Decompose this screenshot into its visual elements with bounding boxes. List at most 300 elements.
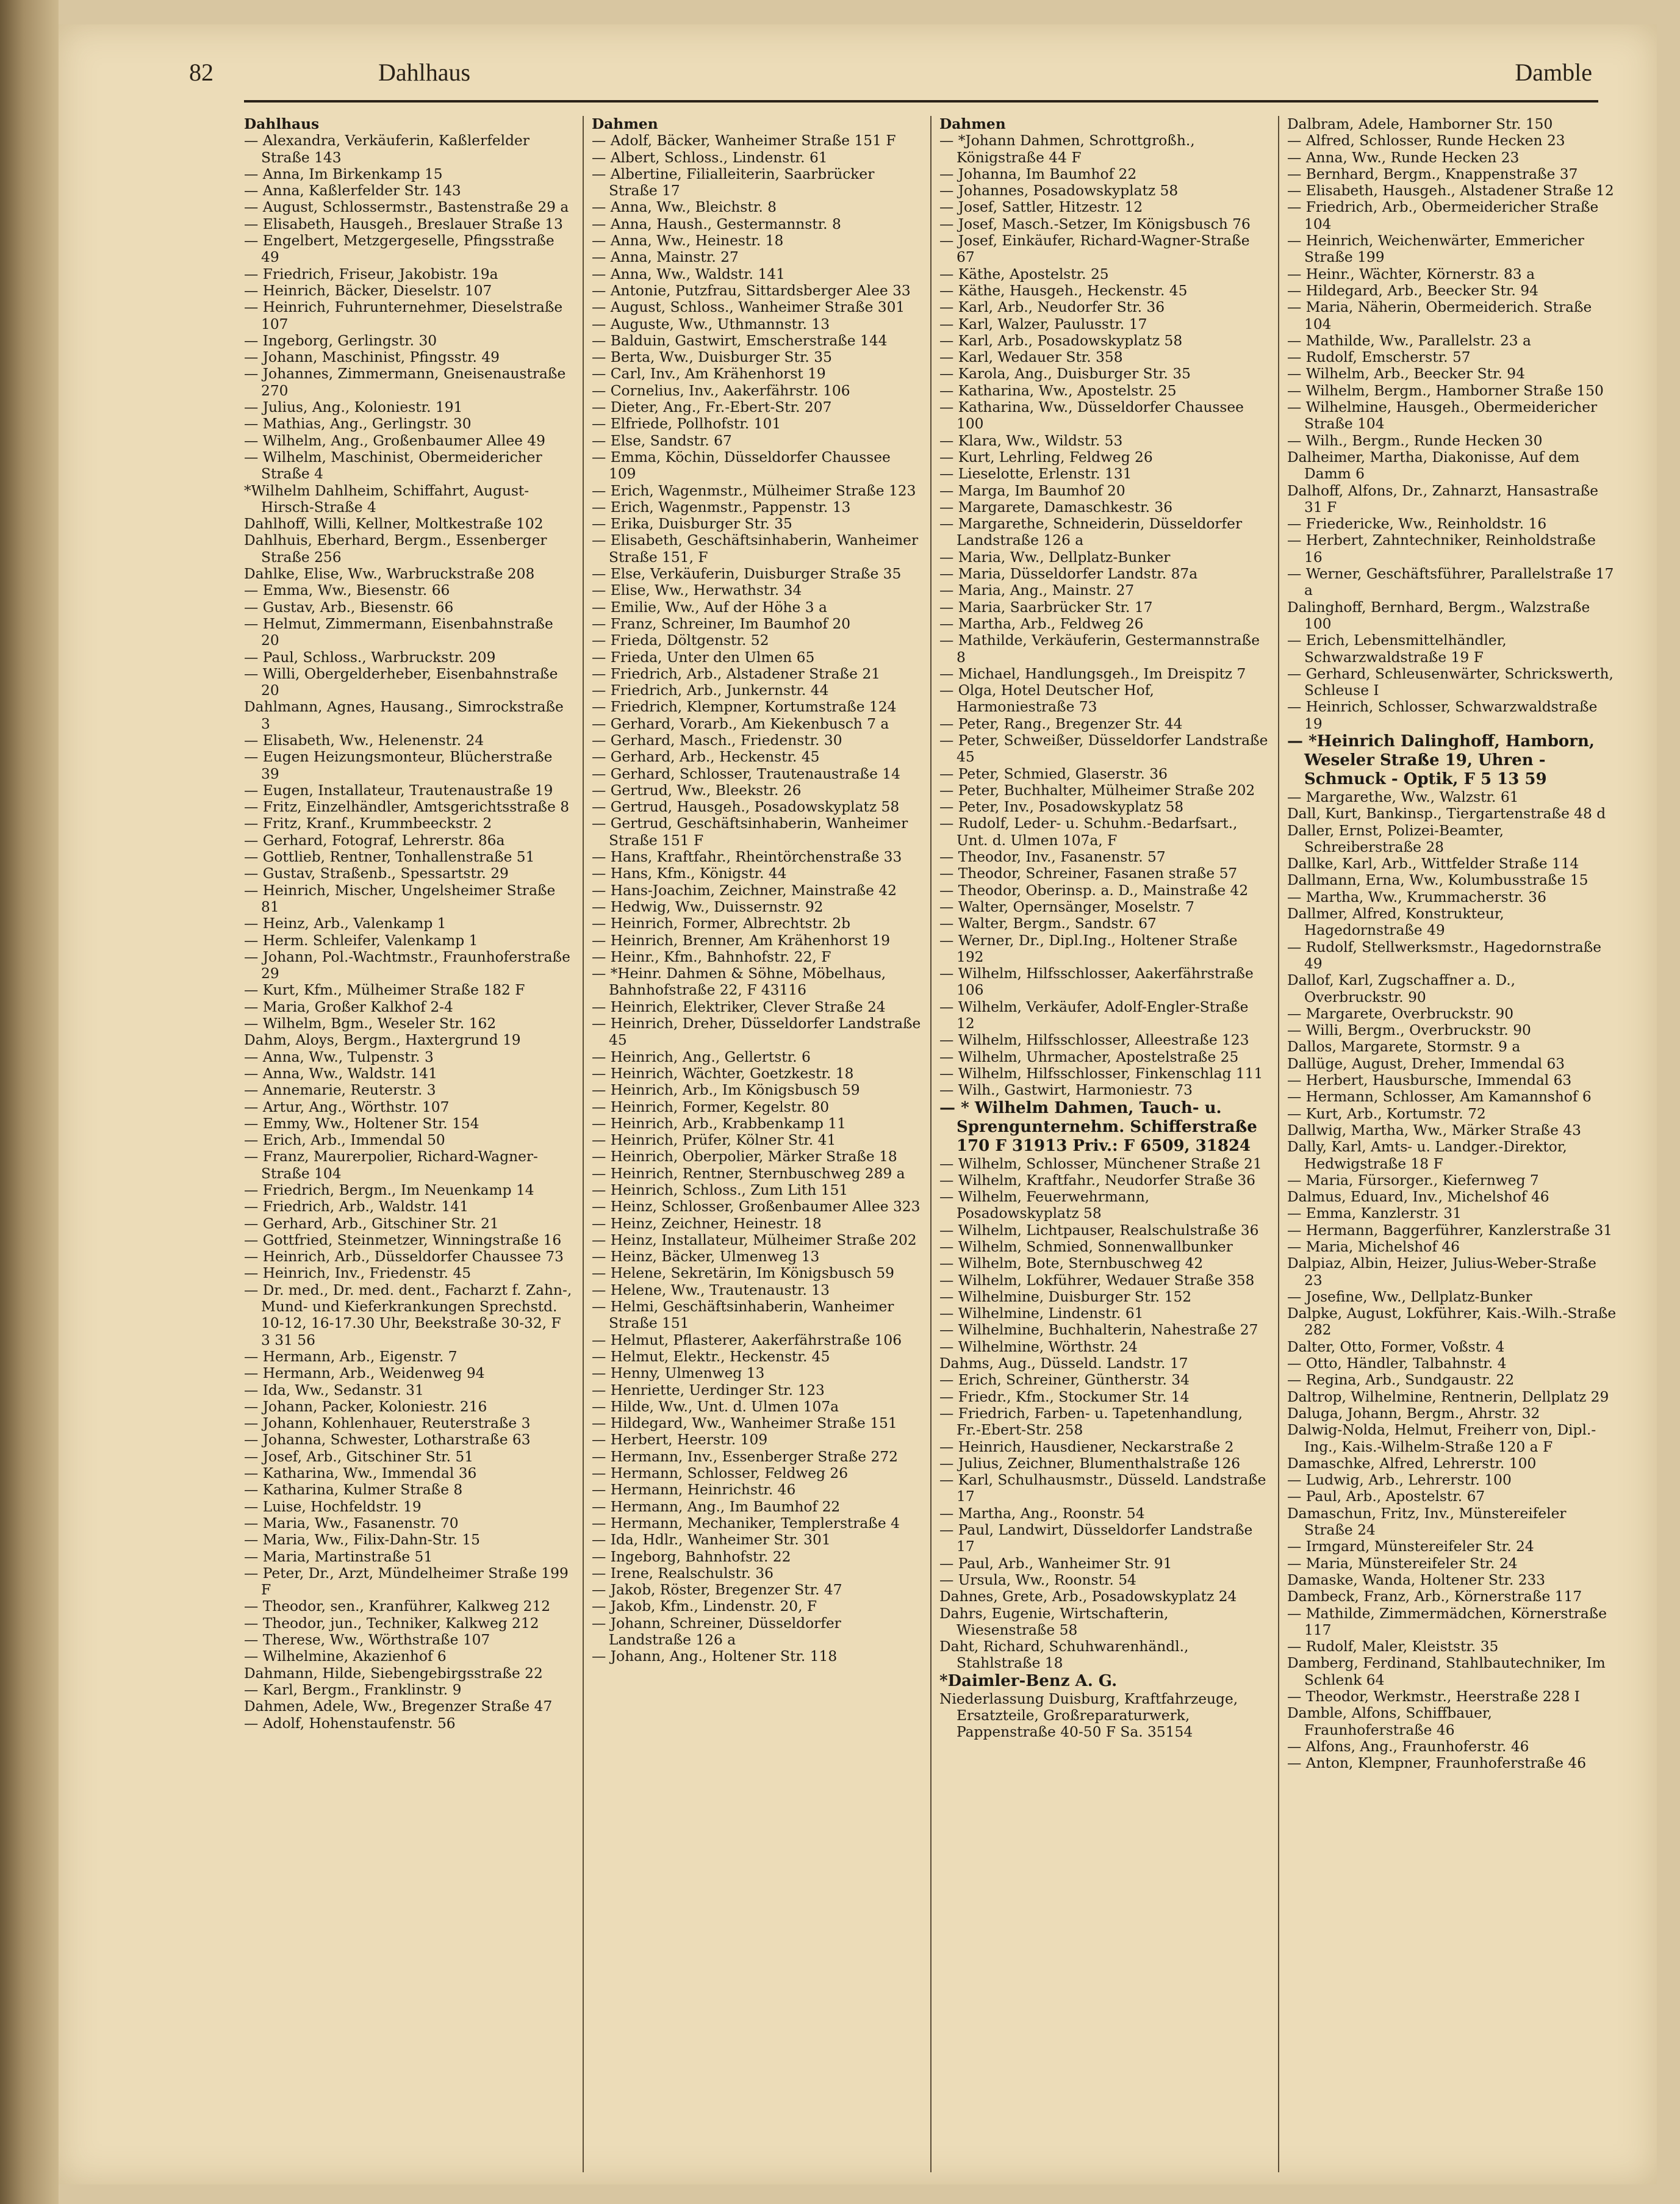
directory-entry: — Rudolf, Stellwerksmstr., Hagedornstraße 49 xyxy=(1287,939,1617,973)
directory-entry: — Julius, Ang., Koloniestr. 191 xyxy=(244,399,573,416)
directory-entry: Dall, Kurt, Bankinsp., Tiergartenstraße 48 d xyxy=(1287,805,1606,823)
directory-entry: — Margarethe, Ww., Walzstr. 61 xyxy=(1287,789,1617,805)
directory-entry: — Theodor, Inv., Fasanenstr. 57 xyxy=(939,849,1269,865)
directory-entry: — Maria, Düsseldorfer Landstr. 87a xyxy=(939,566,1269,582)
directory-entry: — Hermann, Schlosser, Feldweg 26 xyxy=(592,1465,921,1482)
directory-entry: Niederlassung Duisburg, Kraftfahrzeuge, Ersatzteile, Großreparaturwerk, Pappenstraße 40-50 F Sa. 35154 xyxy=(939,1690,1238,1741)
directory-entry: — Margarethe, Schneiderin, Düsseldorfer Landstraße 126 a xyxy=(939,516,1269,549)
directory-entry: — Gertrud, Ww., Bleekstr. 26 xyxy=(592,782,921,799)
directory-entry: — Gertrud, Hausgeh., Posadowskyplatz 58 xyxy=(592,799,921,815)
directory-entry: — Josef, Arb., Gitschiner Str. 51 xyxy=(244,1449,573,1465)
directory-entry: — Friedrich, Arb., Obermeidericher Straße 104 xyxy=(1287,199,1617,232)
directory-entry: — Gerhard, Schleusenwärter, Schrickswerth, Schleuse I xyxy=(1287,666,1617,699)
directory-entry: — Heinrich, Fuhrunternehmer, Dieselstraße 107 xyxy=(244,299,573,333)
directory-entry: — Heinrich, Hausdiener, Neckarstraße 2 xyxy=(939,1439,1269,1455)
directory-entry: — Hermann, Inv., Essenberger Straße 272 xyxy=(592,1449,921,1465)
directory-entry: — Hans, Kfm., Königstr. 44 xyxy=(592,865,921,882)
directory-entry: *Wilhelm Dahlheim, Schiffahrt, August-Hirsch-Straße 4 xyxy=(244,482,529,516)
directory-entry: — Johanna, Schwester, Lotharstraße 63 xyxy=(244,1432,573,1448)
directory-entry: — Friedrich, Klempner, Kortumstraße 124 xyxy=(592,699,921,715)
directory-entry: — Adolf, Hohenstaufenstr. 56 xyxy=(244,1715,573,1732)
directory-entry: — Gerhard, Vorarb., Am Kiekenbusch 7 a xyxy=(592,716,921,732)
directory-entry: — Ingeborg, Bahnhofstr. 22 xyxy=(592,1549,921,1565)
directory-entry: — Michael, Handlungsgeh., Im Dreispitz 7 xyxy=(939,666,1269,682)
directory-entry: — Wilhelm, Uhrmacher, Apostelstraße 25 xyxy=(939,1049,1269,1065)
directory-entry: — Luise, Hochfeldstr. 19 xyxy=(244,1499,573,1515)
directory-entry: — Heinrich, Dreher, Düsseldorfer Landstraße 45 xyxy=(592,1015,921,1049)
directory-entry: — Hermann, Heinrichstr. 46 xyxy=(592,1482,921,1498)
directory-entry: — Herm. Schleifer, Valenkamp 1 xyxy=(244,932,573,949)
directory-entry: — Alfred, Schlosser, Runde Hecken 23 xyxy=(1287,132,1617,149)
directory-entry: Dallke, Karl, Arb., Wittfelder Straße 114 xyxy=(1287,855,1579,873)
directory-entry: — Käthe, Hausgeh., Heckenstr. 45 xyxy=(939,283,1269,299)
column-divider xyxy=(583,116,584,2172)
directory-entry: — Anna, Kaßlerfelder Str. 143 xyxy=(244,182,573,199)
header-rule xyxy=(244,100,1598,103)
directory-entry: — Johanna, Im Baumhof 22 xyxy=(939,166,1269,182)
directory-entry: Dally, Karl, Amts- u. Landger.-Direktor, Hedwigstraße 18 F xyxy=(1287,1139,1567,1172)
directory-entry: — Heinrich, Ang., Gellertstr. 6 xyxy=(592,1049,921,1065)
directory-entry: — Ida, Hdlr., Wanheimer Str. 301 xyxy=(592,1532,921,1548)
directory-entry: — Heinrich, Rentner, Sternbuschweg 289 a xyxy=(592,1165,921,1182)
directory-entry: Dallof, Karl, Zugschaffner a. D., Overbruckstr. 90 xyxy=(1287,972,1516,1006)
directory-entry: — Wilhelm, Hilfsschlosser, Finkenschlag 111 xyxy=(939,1065,1269,1082)
directory-entry: — Friedrich, Arb., Waldstr. 141 xyxy=(244,1198,573,1215)
directory-entry: — Wilhelm, Maschinist, Obermeidericher Straße 4 xyxy=(244,449,573,483)
directory-entry: — Gerhard, Masch., Friedenstr. 30 xyxy=(592,732,921,749)
directory-entry: Damble, Alfons, Schiffbauer, Fraunhoferstraße 46 xyxy=(1287,1705,1492,1738)
directory-entry: — Friedrich, Arb., Alstadener Straße 21 xyxy=(592,666,921,682)
directory-entry: — Friedrich, Friseur, Jakobistr. 19a xyxy=(244,266,573,283)
directory-entry: — Heinz, Arb., Valenkamp 1 xyxy=(244,915,573,932)
directory-entry: — Katharina, Ww., Apostelstr. 25 xyxy=(939,383,1269,399)
directory-entry: — Karl, Arb., Posadowskyplatz 58 xyxy=(939,333,1269,349)
directory-entry: — Heinrich, Brenner, Am Krähenhorst 19 xyxy=(592,932,921,949)
directory-entry: — Maria, Näherin, Obermeiderich. Straße 104 xyxy=(1287,299,1617,333)
directory-entry: — Peter, Schmied, Glaserstr. 36 xyxy=(939,766,1269,782)
directory-entry: Dahlhuis, Eberhard, Bergm., Essenberger Straße 256 xyxy=(244,532,547,566)
directory-entry: — Ursula, Ww., Roonstr. 54 xyxy=(939,1572,1269,1588)
directory-entry: — Josef, Sattler, Hitzestr. 12 xyxy=(939,199,1269,215)
book-spine-edge xyxy=(0,0,59,2204)
directory-entry: Dahlhoff, Willi, Kellner, Moltkestraße 102 xyxy=(244,516,544,533)
directory-entry: — Franz, Schreiner, Im Baumhof 20 xyxy=(592,616,921,632)
directory-entry: — Erich, Wagenmstr., Mülheimer Straße 123 xyxy=(592,483,921,499)
directory-entry: — Wilhelmine, Hausgeh., Obermeidericher Straße 104 xyxy=(1287,399,1617,433)
directory-entry: — Hermann, Arb., Eigenstr. 7 xyxy=(244,1349,573,1365)
directory-entry: — Helene, Ww., Trautenaustr. 13 xyxy=(592,1282,921,1298)
directory-entry: — Else, Sandstr. 67 xyxy=(592,433,921,449)
directory-entry: — Erich, Arb., Immendal 50 xyxy=(244,1132,573,1148)
directory-entry: — Josef, Einkäufer, Richard-Wagner-Straße 67 xyxy=(939,232,1269,266)
directory-entry: — Emma, Köchin, Düsseldorfer Chaussee 109 xyxy=(592,449,921,483)
directory-entry: — Josefine, Ww., Dellplatz-Bunker xyxy=(1287,1289,1617,1305)
directory-entry: — Anna, Ww., Bleichstr. 8 xyxy=(592,199,921,215)
directory-entry: — Kurt, Kfm., Mülheimer Straße 182 F xyxy=(244,982,573,998)
directory-entry: Dalter, Otto, Former, Voßstr. 4 xyxy=(1287,1338,1505,1355)
directory-entry: — Herbert, Hausbursche, Immendal 63 xyxy=(1287,1072,1617,1089)
directory-entry: — Engelbert, Metzgergeselle, Pfingsstraße 49 xyxy=(244,232,573,266)
directory-entry: — Heinrich, Prüfer, Kölner Str. 41 xyxy=(592,1132,921,1148)
directory-entry: — August, Schloss., Wanheimer Straße 301 xyxy=(592,299,921,315)
directory-entry: — Heinz, Schlosser, Großenbaumer Allee 323 xyxy=(592,1198,921,1215)
directory-entry: — Anna, Im Birkenkamp 15 xyxy=(244,166,573,182)
directory-entry: — Maria, Münstereifeler Str. 24 xyxy=(1287,1555,1617,1572)
directory-entry: — Lieselotte, Erlenstr. 131 xyxy=(939,466,1269,482)
directory-entry: — Martha, Ang., Roonstr. 54 xyxy=(939,1505,1269,1522)
directory-entry: — Friedericke, Ww., Reinholdstr. 16 xyxy=(1287,516,1617,532)
directory-entry: — Paul, Landwirt, Düsseldorfer Landstraße 17 xyxy=(939,1522,1269,1555)
directory-entry: Dalpke, August, Lokführer, Kais.-Wilh.-Straße 282 xyxy=(1287,1305,1617,1339)
directory-entry: — Maria, Ww., Dellplatz-Bunker xyxy=(939,549,1269,566)
column-4 xyxy=(1287,116,1617,2178)
directory-entry: — Eugen Heizungsmonteur, Blücherstraße 39 xyxy=(244,749,573,782)
directory-entry: — Gottfried, Steinmetzer, Winningstraße 16 xyxy=(244,1232,573,1248)
directory-entry: — Gertrud, Geschäftsinhaberin, Wanheimer Straße 151 F xyxy=(592,815,921,849)
directory-entry: — Heinrich, Weichenwärter, Emmericher Straße 199 xyxy=(1287,232,1617,266)
directory-entry: — Kurt, Arb., Kortumstr. 72 xyxy=(1287,1106,1617,1122)
directory-entry: — Berta, Ww., Duisburger Str. 35 xyxy=(592,349,921,366)
section-heading: Dahmen xyxy=(939,116,1006,132)
directory-entry: — Wilhelm, Bgm., Weseler Str. 162 xyxy=(244,1015,573,1032)
directory-entry: Daluga, Johann, Bergm., Ahrstr. 32 xyxy=(1287,1405,1540,1422)
directory-entry: Damberg, Ferdinand, Stahlbautechniker, Im Schlenk 64 xyxy=(1287,1655,1606,1688)
directory-entry: — Emmy, Ww., Holtener Str. 154 xyxy=(244,1115,573,1132)
directory-entry: — Wilhelm, Arb., Beecker Str. 94 xyxy=(1287,366,1617,382)
directory-entry: — Hermann, Mechaniker, Templerstraße 4 xyxy=(592,1515,921,1532)
directory-entry: — *Johann Dahmen, Schrottgroßh., Königstraße 44 F xyxy=(939,132,1269,166)
directory-entry: — Heinrich, Oberpolier, Märker Straße 18 xyxy=(592,1148,921,1165)
directory-entry: — Johann, Packer, Koloniestr. 216 xyxy=(244,1399,573,1415)
directory-entry: — Erich, Schreiner, Güntherstr. 34 xyxy=(939,1372,1269,1388)
directory-entry: — Maria, Michelshof 46 xyxy=(1287,1239,1617,1255)
directory-entry: — Heinr., Kfm., Bahnhofstr. 22, F xyxy=(592,949,921,965)
directory-entry: — Elisabeth, Geschäftsinhaberin, Wanheimer Straße 151, F xyxy=(592,532,921,566)
directory-entry: — Wilhelm, Bergm., Hamborner Straße 150 xyxy=(1287,383,1617,399)
directory-entry: — Irmgard, Münstereifeler Str. 24 xyxy=(1287,1538,1617,1555)
directory-entry: — Albert, Schloss., Lindenstr. 61 xyxy=(592,149,921,166)
directory-entry: — Hermann, Arb., Weidenweg 94 xyxy=(244,1365,573,1381)
directory-entry: — Helmut, Zimmermann, Eisenbahnstraße 20 xyxy=(244,616,573,649)
directory-entry: — Heinrich, Arb., Düsseldorfer Chaussee 73 xyxy=(244,1248,573,1265)
directory-entry: — Wilhelm, Schmied, Sonnenwallbunker xyxy=(939,1239,1269,1255)
directory-entry: — Karl, Arb., Neudorfer Str. 36 xyxy=(939,299,1269,315)
running-head xyxy=(189,58,1592,101)
directory-entry: — Adolf, Bäcker, Wanheimer Straße 151 F xyxy=(592,132,921,149)
directory-entry: — Wilhelm, Hilfsschlosser, Alleestraße 123 xyxy=(939,1032,1269,1048)
directory-entry: Dalbram, Adele, Hamborner Str. 150 xyxy=(1287,116,1553,132)
directory-entry: — Irene, Realschulstr. 36 xyxy=(592,1565,921,1582)
directory-entry: — Fritz, Kranf., Krummbeeckstr. 2 xyxy=(244,815,573,832)
directory-columns xyxy=(244,116,1617,2178)
directory-entry: — Rudolf, Leder- u. Schuhm.-Bedarfsart., Unt. d. Ulmen 107a, F xyxy=(939,815,1269,849)
directory-entry: — Jakob, Kfm., Lindenstr. 20, F xyxy=(592,1598,921,1615)
directory-entry: — August, Schlossermstr., Bastenstraße 29 a xyxy=(244,199,573,215)
directory-entry: — *Heinr. Dahmen & Söhne, Möbelhaus, Bahnhofstraße 22, F 43116 xyxy=(592,965,921,999)
directory-entry: — Anna, Ww., Waldstr. 141 xyxy=(592,266,921,283)
directory-entry: — Herbert, Zahntechniker, Reinholdstraße 16 xyxy=(1287,532,1617,566)
directory-entry: — Wilhelm, Lokführer, Wedauer Straße 358 xyxy=(939,1272,1269,1289)
directory-entry: — Friedr., Kfm., Stockumer Str. 14 xyxy=(939,1389,1269,1405)
directory-entry: — Elise, Ww., Herwathstr. 34 xyxy=(592,582,921,599)
directory-entry: Daht, Richard, Schuhwarenhändl., Stahlstraße 18 xyxy=(939,1638,1189,1672)
directory-entry: — Wilh., Gastwirt, Harmoniestr. 73 xyxy=(939,1082,1269,1098)
directory-entry: Dalmus, Eduard, Inv., Michelshof 46 xyxy=(1287,1189,1549,1206)
directory-entry: — Anna, Ww., Tulpenstr. 3 xyxy=(244,1049,573,1065)
directory-entry: — Therese, Ww., Wörthstraße 107 xyxy=(244,1632,573,1648)
directory-entry: — Erich, Wagenmstr., Pappenstr. 13 xyxy=(592,499,921,516)
directory-entry: Dallmann, Erna, Ww., Kolumbusstraße 15 xyxy=(1287,872,1588,889)
directory-entry: — Johann, Schreiner, Düsseldorfer Landstraße 126 a xyxy=(592,1615,921,1649)
directory-entry: — Mathias, Ang., Gerlingstr. 30 xyxy=(244,416,573,432)
directory-entry: — Rudolf, Emscherstr. 57 xyxy=(1287,349,1617,366)
directory-entry: — Ida, Ww., Sedanstr. 31 xyxy=(244,1382,573,1399)
directory-entry: — Maria, Ww., Filix-Dahn-Str. 15 xyxy=(244,1532,573,1548)
directory-entry: — Theodor, Oberinsp. a. D., Mainstraße 42 xyxy=(939,882,1269,899)
advertisement-entry: — *Heinrich Dalinghoff, Hamborn, Weseler Straße 19, Uhren - Schmuck - Optik, F 5 13 59 xyxy=(1287,732,1617,789)
directory-entry: — Frieda, Unter den Ulmen 65 xyxy=(592,649,921,666)
directory-entry: — Elisabeth, Ww., Helenenstr. 24 xyxy=(244,732,573,749)
directory-entry: — Hans-Joachim, Zeichner, Mainstraße 42 xyxy=(592,882,921,899)
directory-entry: — Maria, Ww., Fasanenstr. 70 xyxy=(244,1515,573,1532)
directory-entry: Dalheimer, Martha, Diakonisse, Auf dem Damm 6 xyxy=(1287,448,1580,483)
directory-entry: — Albertine, Filialleiterin, Saarbrücker Straße 17 xyxy=(592,166,921,200)
directory-entry: — Wilh., Bergm., Runde Hecken 30 xyxy=(1287,433,1617,449)
directory-entry: Dahmann, Hilde, Siebengebirgsstraße 22 xyxy=(244,1665,543,1682)
directory-entry: — Heinrich, Former, Kegelstr. 80 xyxy=(592,1099,921,1115)
directory-entry: — Alexandra, Verkäuferin, Kaßlerfelder Straße 143 xyxy=(244,132,573,166)
directory-entry: — Julius, Zeichner, Blumenthalstraße 126 xyxy=(939,1455,1269,1472)
directory-entry: Dalinghoff, Bernhard, Bergm., Walzstraße 100 xyxy=(1287,599,1590,632)
directory-entry: — Hilde, Ww., Unt. d. Ulmen 107a xyxy=(592,1399,921,1415)
directory-entry: — Anton, Klempner, Fraunhoferstraße 46 xyxy=(1287,1755,1617,1771)
directory-entry: — Kurt, Lehrling, Feldweg 26 xyxy=(939,449,1269,466)
directory-entry: — Gerhard, Arb., Heckenstr. 45 xyxy=(592,749,921,765)
directory-entry: — Ingeborg, Gerlingstr. 30 xyxy=(244,333,573,349)
directory-entry: — Gerhard, Arb., Gitschiner Str. 21 xyxy=(244,1215,573,1232)
directory-entry: — Johannes, Zimmermann, Gneisenaustraße 270 xyxy=(244,366,573,399)
directory-entry: — Katharina, Kulmer Straße 8 xyxy=(244,1482,573,1498)
directory-entry: — Bernhard, Bergm., Knappenstraße 37 xyxy=(1287,166,1617,182)
directory-entry: — Ludwig, Arb., Lehrerstr. 100 xyxy=(1287,1472,1617,1488)
directory-entry: — Emma, Ww., Biesenstr. 66 xyxy=(244,582,573,599)
directory-entry: — Theodor, jun., Techniker, Kalkweg 212 xyxy=(244,1615,573,1632)
directory-entry: — Katharina, Ww., Immendal 36 xyxy=(244,1465,573,1482)
directory-entry: Dallos, Margarete, Stormstr. 9 a xyxy=(1287,1039,1521,1056)
directory-entry: — Mathilde, Verkäuferin, Gestermannstraße 8 xyxy=(939,632,1269,666)
directory-entry: Dahnes, Grete, Arb., Posadowskyplatz 24 xyxy=(939,1588,1237,1605)
directory-entry: Dallmer, Alfred, Konstrukteur, Hagedornstraße 49 xyxy=(1287,906,1504,939)
directory-entry: — Balduin, Gastwirt, Emscherstraße 144 xyxy=(592,333,921,349)
directory-entry: Daller, Ernst, Polizei-Beamter, Schreiberstraße 28 xyxy=(1287,822,1504,855)
directory-entry: — Willi, Bergm., Overbruckstr. 90 xyxy=(1287,1022,1617,1039)
directory-entry: — Helene, Sekretärin, Im Königsbusch 59 xyxy=(592,1265,921,1281)
directory-entry: — Helmut, Pflasterer, Aakerfährstraße 106 xyxy=(592,1332,921,1349)
directory-entry: — Peter, Dr., Arzt, Mündelheimer Straße 199 F xyxy=(244,1565,573,1599)
directory-entry: — Erika, Duisburger Str. 35 xyxy=(592,516,921,532)
directory-entry: — Anna, Ww., Waldstr. 141 xyxy=(244,1065,573,1082)
directory-entry: — Heinrich, Inv., Friedenstr. 45 xyxy=(244,1265,573,1281)
directory-entry: Dahlmann, Agnes, Hausang., Simrockstraße 3 xyxy=(244,699,564,732)
directory-entry: — Johannes, Posadowskyplatz 58 xyxy=(939,182,1269,199)
directory-entry: — Heinrich, Wächter, Goetzkestr. 18 xyxy=(592,1065,921,1082)
section-heading: Dahmen xyxy=(592,116,658,132)
directory-entry: — Hans, Kraftfahr., Rheintörchenstraße 33 xyxy=(592,849,921,865)
directory-entry: — Mathilde, Zimmermädchen, Körnerstraße 117 xyxy=(1287,1605,1617,1639)
directory-entry: — Paul, Arb., Apostelstr. 67 xyxy=(1287,1488,1617,1505)
directory-entry: — Johann, Maschinist, Pfingsstr. 49 xyxy=(244,349,573,366)
directory-entry: — Heinrich, Bäcker, Dieselstr. 107 xyxy=(244,283,573,299)
column-2 xyxy=(592,116,921,2178)
directory-entry: — Heinz, Zeichner, Heinestr. 18 xyxy=(592,1215,921,1232)
directory-entry: — Wilhelm, Ang., Großenbaumer Allee 49 xyxy=(244,433,573,449)
directory-entry: — Wilhelm, Verkäufer, Adolf-Engler-Straße 12 xyxy=(939,999,1269,1032)
directory-entry: — Eugen, Installateur, Trautenaustraße 19 xyxy=(244,782,573,799)
directory-entry: — Annemarie, Reuterstr. 3 xyxy=(244,1082,573,1098)
directory-entry: — Alfons, Ang., Fraunhoferstr. 46 xyxy=(1287,1738,1617,1755)
directory-entry: — Theodor, sen., Kranführer, Kalkweg 212 xyxy=(244,1598,573,1615)
directory-entry: — Heinrich, Schloss., Zum Lith 151 xyxy=(592,1182,921,1198)
directory-entry: — Emilie, Ww., Auf der Höhe 3 a xyxy=(592,599,921,616)
directory-entry: — Theodor, Schreiner, Fasanen straße 57 xyxy=(939,865,1269,882)
directory-entry: — Erich, Lebensmittelhändler, Schwarzwaldstraße 19 F xyxy=(1287,632,1617,666)
directory-entry: — Maria, Martinstraße 51 xyxy=(244,1549,573,1565)
directory-entry: Dalhoff, Alfons, Dr., Zahnarzt, Hansastraße 31 F xyxy=(1287,482,1599,516)
directory-entry: — Elfriede, Pollhofstr. 101 xyxy=(592,416,921,432)
directory-entry: — Heinrich, Mischer, Ungelsheimer Straße 81 xyxy=(244,882,573,916)
directory-entry: — Karl, Bergm., Franklinstr. 9 xyxy=(244,1682,573,1698)
directory-entry: — Karl, Schulhausmstr., Düsseld. Landstraße 17 xyxy=(939,1472,1269,1505)
directory-entry: — Anna, Ww., Heinestr. 18 xyxy=(592,232,921,249)
directory-entry: — Heinz, Installateur, Mülheimer Straße 202 xyxy=(592,1232,921,1248)
directory-entry: — Heinrich, Arb., Krabbenkamp 11 xyxy=(592,1115,921,1132)
directory-entry: — Gerhard, Schlosser, Trautenaustraße 14 xyxy=(592,766,921,782)
directory-entry: — Martha, Ww., Krummacherstr. 36 xyxy=(1287,889,1617,906)
directory-entry: — Heinr., Wächter, Körnerstr. 83 a xyxy=(1287,266,1617,283)
directory-entry: — Klara, Ww., Wildstr. 53 xyxy=(939,433,1269,449)
directory-entry: — Peter, Rang., Bregenzer Str. 44 xyxy=(939,716,1269,732)
directory-entry: — Heinrich, Elektriker, Clever Straße 24 xyxy=(592,999,921,1015)
directory-entry: — Cornelius, Inv., Aakerfährstr. 106 xyxy=(592,383,921,399)
directory-entry: Dahrs, Eugenie, Wirtschafterin, Wiesenstraße 58 xyxy=(939,1605,1169,1638)
page-number: 82 xyxy=(189,59,214,86)
directory-entry: — Franz, Maurerpolier, Richard-Wagner-Straße 104 xyxy=(244,1148,573,1182)
directory-entry: — Dr. med., Dr. med. dent., Facharzt f. Zahn-, Mund- und Kieferkrankungen Sprechstd. 10-12, 16-17.30 Uhr, Beekstraße 30-32, F 3 31 56 xyxy=(244,1282,573,1349)
directory-entry: — Käthe, Apostelstr. 25 xyxy=(939,266,1269,283)
directory-entry: — Peter, Buchhalter, Mülheimer Straße 202 xyxy=(939,782,1269,799)
directory-entry: — Karola, Ang., Duisburger Str. 35 xyxy=(939,366,1269,382)
directory-entry: — Friedrich, Farben- u. Tapetenhandlung, Fr.-Ebert-Str. 258 xyxy=(939,1405,1269,1439)
directory-entry: — Josef, Masch.-Setzer, Im Königsbusch 76 xyxy=(939,216,1269,232)
directory-entry: — Carl, Inv., Am Krähenhorst 19 xyxy=(592,366,921,382)
directory-entry: — Artur, Ang., Wörthstr. 107 xyxy=(244,1099,573,1115)
column-divider xyxy=(1278,116,1279,2172)
directory-entry: Dambeck, Franz, Arb., Körnerstraße 117 xyxy=(1287,1588,1582,1605)
left-guide-word: Dahlhaus xyxy=(378,59,471,86)
directory-entry: — Marga, Im Baumhof 20 xyxy=(939,483,1269,499)
directory-entry: — Friedrich, Arb., Junkernstr. 44 xyxy=(592,682,921,699)
directory-entry: Damaschun, Fritz, Inv., Münstereifeler Straße 24 xyxy=(1287,1505,1567,1539)
directory-entry: Dalwig-Nolda, Helmut, Freiherr von, Dipl.-Ing., Kais.-Wilhelm-Straße 120 a F xyxy=(1287,1422,1596,1455)
directory-entry: — Paul, Arb., Wanheimer Str. 91 xyxy=(939,1555,1269,1572)
advertisement-entry: — * Wilhelm Dahmen, Tauch- u. Sprengunternehm. Schifferstraße 170 F 31913 Priv.: F 6509, 31824 xyxy=(939,1099,1269,1156)
directory-entry: — Hermann, Ang., Im Baumhof 22 xyxy=(592,1499,921,1515)
directory-entry: — Wilhelmine, Wörthstr. 24 xyxy=(939,1339,1269,1355)
directory-entry: — Walter, Bergm., Sandstr. 67 xyxy=(939,915,1269,932)
directory-entry: — Heinrich, Arb., Im Königsbusch 59 xyxy=(592,1082,921,1098)
directory-entry: — Elisabeth, Hausgeh., Alstadener Straße 12 xyxy=(1287,182,1617,199)
directory-entry: — Olga, Hotel Deutscher Hof, Harmoniestraße 73 xyxy=(939,682,1269,716)
directory-entry: — Katharina, Ww., Düsseldorfer Chaussee 100 xyxy=(939,399,1269,433)
directory-entry: Dahm, Aloys, Bergm., Haxtergrund 19 xyxy=(244,1032,521,1049)
directory-entry: — Helmut, Elektr., Heckenstr. 45 xyxy=(592,1349,921,1365)
directory-entry: Damaschke, Alfred, Lehrerstr. 100 xyxy=(1287,1455,1537,1472)
directory-entry: — Hildegard, Ww., Wanheimer Straße 151 xyxy=(592,1415,921,1432)
directory-entry: — Gerhard, Fotograf, Lehrerstr. 86a xyxy=(244,832,573,849)
directory-entry: — Hildegard, Arb., Beecker Str. 94 xyxy=(1287,283,1617,299)
directory-entry: — Auguste, Ww., Uthmannstr. 13 xyxy=(592,316,921,333)
directory-entry: — Anna, Mainstr. 27 xyxy=(592,249,921,265)
column-divider xyxy=(930,116,932,2172)
directory-entry: — Gustav, Straßenb., Spessartstr. 29 xyxy=(244,865,573,882)
directory-entry: — Wilhelm, Kraftfahr., Neudorfer Straße 36 xyxy=(939,1172,1269,1189)
directory-entry: — Mathilde, Ww., Parallelstr. 23 a xyxy=(1287,333,1617,349)
directory-entry: — Heinrich, Former, Albrechtstr. 2b xyxy=(592,915,921,932)
directory-entry: — Heinz, Bäcker, Ulmenweg 13 xyxy=(592,1248,921,1265)
directory-entry: — Karl, Wedauer Str. 358 xyxy=(939,349,1269,366)
directory-entry: — Werner, Geschäftsführer, Parallelstraße 17 a xyxy=(1287,566,1617,599)
directory-entry: — Jakob, Röster, Bregenzer Str. 47 xyxy=(592,1582,921,1598)
directory-entry: — Wilhelmine, Buchhalterin, Nahestraße 27 xyxy=(939,1322,1269,1338)
directory-entry: — Hedwig, Ww., Duissernstr. 92 xyxy=(592,899,921,915)
directory-entry: — Peter, Schweißer, Düsseldorfer Landstraße 45 xyxy=(939,732,1269,766)
directory-entry: — Wilhelm, Schlosser, Münchener Straße 21 xyxy=(939,1156,1269,1172)
directory-entry: — Regina, Arb., Sundgaustr. 22 xyxy=(1287,1372,1617,1388)
right-guide-word: Damble xyxy=(1515,59,1592,86)
directory-entry: — Maria, Ang., Mainstr. 27 xyxy=(939,582,1269,599)
directory-entry: — Wilhelm, Feuerwehrmann, Posadowskyplatz 58 xyxy=(939,1189,1269,1222)
directory-entry: — Margarete, Damaschkestr. 36 xyxy=(939,499,1269,516)
directory-entry: — Gottlieb, Rentner, Tonhallenstraße 51 xyxy=(244,849,573,865)
directory-entry: — Anna, Haush., Gestermannstr. 8 xyxy=(592,216,921,232)
directory-entry: Dahlke, Elise, Ww., Warbruckstraße 208 xyxy=(244,566,535,583)
directory-entry: — Maria, Großer Kalkhof 2-4 xyxy=(244,999,573,1015)
directory-entry: — Dieter, Ang., Fr.-Ebert-Str. 207 xyxy=(592,399,921,416)
directory-entry: — Else, Verkäuferin, Duisburger Straße 35 xyxy=(592,566,921,582)
directory-entry: — Johann, Kohlenhauer, Reuterstraße 3 xyxy=(244,1415,573,1432)
directory-entry: — Friedrich, Bergm., Im Neuenkamp 14 xyxy=(244,1182,573,1198)
directory-entry: — Anna, Ww., Runde Hecken 23 xyxy=(1287,149,1617,166)
directory-entry: — Karl, Walzer, Paulusstr. 17 xyxy=(939,316,1269,333)
directory-entry: — Maria, Saarbrücker Str. 17 xyxy=(939,599,1269,616)
directory-entry: — Theodor, Werkmstr., Heerstraße 228 I xyxy=(1287,1688,1617,1705)
directory-entry: — Paul, Schloss., Warbruckstr. 209 xyxy=(244,649,573,666)
directory-entry: — Martha, Arb., Feldweg 26 xyxy=(939,616,1269,632)
directory-entry: Damaske, Wanda, Holtener Str. 233 xyxy=(1287,1571,1546,1588)
directory-entry: — Wilhelm, Hilfsschlosser, Aakerfährstraße 106 xyxy=(939,965,1269,999)
directory-entry: — Walter, Opernsänger, Moselstr. 7 xyxy=(939,899,1269,915)
directory-entry: — Fritz, Einzelhändler, Amtsgerichtsstraße 8 xyxy=(244,799,573,815)
directory-entry: — Gustav, Arb., Biesenstr. 66 xyxy=(244,599,573,616)
directory-entry: — Heinrich, Schlosser, Schwarzwaldstraße 19 xyxy=(1287,699,1617,732)
directory-entry: — Frieda, Döltgenstr. 52 xyxy=(592,632,921,649)
directory-entry: — Antonie, Putzfrau, Sittardsberger Alee 33 xyxy=(592,283,921,299)
advertisement-entry: *Daimler-Benz A. G. xyxy=(939,1671,1118,1690)
directory-entry: — Maria, Fürsorger., Kiefernweg 7 xyxy=(1287,1172,1617,1189)
directory-entry: — Peter, Inv., Posadowskyplatz 58 xyxy=(939,799,1269,815)
directory-entry: — Willi, Obergelderheber, Eisenbahnstraße 20 xyxy=(244,666,573,699)
directory-entry: — Henny, Ulmenweg 13 xyxy=(592,1365,921,1381)
